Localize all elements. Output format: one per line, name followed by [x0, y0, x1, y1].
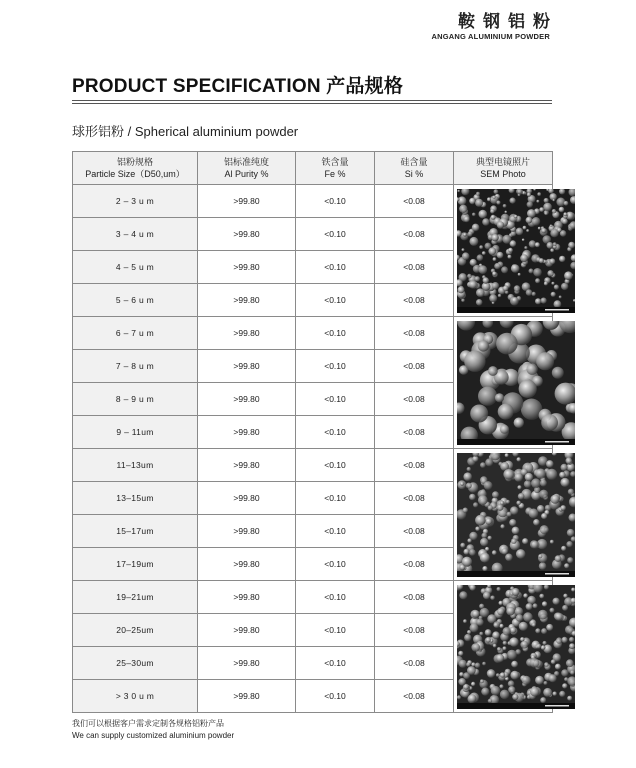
cell-particle-size: 5 – 6 u m	[73, 284, 198, 317]
cell-particle-size: > 3 0 u m	[73, 680, 198, 713]
cell-si: <0.08	[375, 284, 454, 317]
cell-fe: <0.10	[296, 383, 375, 416]
cell-si: <0.08	[375, 515, 454, 548]
cell-al-purity: >99.80	[198, 416, 296, 449]
table-row	[73, 317, 553, 350]
cell-fe: <0.10	[296, 515, 375, 548]
cell-al-purity: >99.80	[198, 449, 296, 482]
sem-photo-cell	[454, 581, 553, 713]
table-row	[73, 449, 553, 482]
header-sem-photo-en: SEM Photo	[480, 169, 526, 179]
cell-particle-size: 7 – 8 u m	[73, 350, 198, 383]
cell-al-purity: >99.80	[198, 515, 296, 548]
footnote-cn: 我们可以根据客户需求定制各规格铝粉产品	[72, 719, 224, 728]
sem-photo-cell	[454, 317, 553, 449]
footnote	[72, 718, 234, 742]
section-subtitle: 球形铝粉 / Spherical aluminium powder	[72, 124, 299, 139]
cell-al-purity: >99.80	[198, 548, 296, 581]
cell-particle-size: 9 – 11um	[73, 416, 198, 449]
header-si-en: Si %	[404, 169, 424, 179]
cell-fe: <0.10	[296, 251, 375, 284]
cell-al-purity: >99.80	[198, 383, 296, 416]
sem-photo-2-6um	[457, 189, 575, 313]
table-header-row	[73, 152, 553, 185]
cell-fe: <0.10	[296, 680, 375, 713]
sem-photo-6-11um	[457, 321, 575, 445]
footnote-en: We can supply customized aluminium powder	[72, 731, 235, 740]
cell-fe: <0.10	[296, 548, 375, 581]
header-al-purity-en: Al Purity %	[224, 169, 269, 179]
header-sem-photo-cn: 典型电镜照片	[475, 157, 530, 167]
cell-si: <0.08	[375, 614, 454, 647]
brand-logo	[431, 12, 558, 41]
cell-al-purity: >99.80	[198, 581, 296, 614]
header-si-cn: 硅含量	[400, 157, 428, 167]
cell-si: <0.08	[375, 251, 454, 284]
cell-particle-size: 3 – 4 u m	[73, 218, 198, 251]
spec-table	[72, 151, 553, 713]
cell-si: <0.08	[375, 680, 454, 713]
cell-si: <0.08	[375, 482, 454, 515]
cell-si: <0.08	[375, 383, 454, 416]
cell-al-purity: >99.80	[198, 251, 296, 284]
cell-fe: <0.10	[296, 350, 375, 383]
title-rule-top	[72, 100, 552, 101]
header-fe-cn: 铁含量	[321, 157, 349, 167]
cell-fe: <0.10	[296, 647, 375, 680]
cell-particle-size: 17–19um	[73, 548, 198, 581]
cell-si: <0.08	[375, 647, 454, 680]
brand-name-cn: 鞍钢铝粉	[458, 12, 558, 32]
cell-si: <0.08	[375, 317, 454, 350]
table-row	[73, 581, 553, 614]
cell-fe: <0.10	[296, 185, 375, 218]
cell-fe: <0.10	[296, 218, 375, 251]
cell-particle-size: 25–30um	[73, 647, 198, 680]
header-si	[375, 152, 454, 185]
cell-particle-size: 19–21um	[73, 581, 198, 614]
cell-al-purity: >99.80	[198, 614, 296, 647]
title-rule-bottom	[72, 103, 552, 104]
cell-si: <0.08	[375, 449, 454, 482]
cell-al-purity: >99.80	[198, 482, 296, 515]
cell-si: <0.08	[375, 185, 454, 218]
cell-particle-size: 8 – 9 u m	[73, 383, 198, 416]
cell-fe: <0.10	[296, 482, 375, 515]
cell-al-purity: >99.80	[198, 647, 296, 680]
cell-si: <0.08	[375, 581, 454, 614]
header-particle-size-en: Particle Size（D50,um）	[85, 169, 185, 179]
brand-name-en: ANGANG ALUMINIUM POWDER	[431, 32, 550, 41]
cell-si: <0.08	[375, 416, 454, 449]
cell-al-purity: >99.80	[198, 680, 296, 713]
sem-photo-cell	[454, 449, 553, 581]
cell-si: <0.08	[375, 548, 454, 581]
header-particle-size-cn: 铝粉规格	[116, 157, 153, 167]
cell-fe: <0.10	[296, 284, 375, 317]
sem-photo-cell	[454, 185, 553, 317]
cell-si: <0.08	[375, 218, 454, 251]
header-al-purity-cn: 铝标准纯度	[223, 157, 269, 167]
cell-al-purity: >99.80	[198, 317, 296, 350]
cell-particle-size: 2 – 3 u m	[73, 185, 198, 218]
header-fe-en: Fe %	[324, 169, 346, 179]
cell-fe: <0.10	[296, 449, 375, 482]
cell-fe: <0.10	[296, 614, 375, 647]
cell-al-purity: >99.80	[198, 218, 296, 251]
cell-al-purity: >99.80	[198, 185, 296, 218]
page-title: PRODUCT SPECIFICATION 产品规格	[72, 76, 404, 97]
table-row	[73, 185, 553, 218]
cell-particle-size: 15–17um	[73, 515, 198, 548]
cell-fe: <0.10	[296, 317, 375, 350]
cell-fe: <0.10	[296, 581, 375, 614]
cell-fe: <0.10	[296, 416, 375, 449]
cell-particle-size: 6 – 7 u m	[73, 317, 198, 350]
header-al-purity	[198, 152, 296, 185]
header-particle-size	[73, 152, 198, 185]
cell-particle-size: 11–13um	[73, 449, 198, 482]
cell-particle-size: 20–25um	[73, 614, 198, 647]
cell-al-purity: >99.80	[198, 350, 296, 383]
header-fe	[296, 152, 375, 185]
cell-particle-size: 13–15um	[73, 482, 198, 515]
sem-photo-11-19um	[457, 453, 575, 577]
cell-al-purity: >99.80	[198, 284, 296, 317]
header-sem-photo	[454, 152, 553, 185]
cell-si: <0.08	[375, 350, 454, 383]
cell-particle-size: 4 – 5 u m	[73, 251, 198, 284]
sem-photo-19-30um	[457, 585, 575, 709]
